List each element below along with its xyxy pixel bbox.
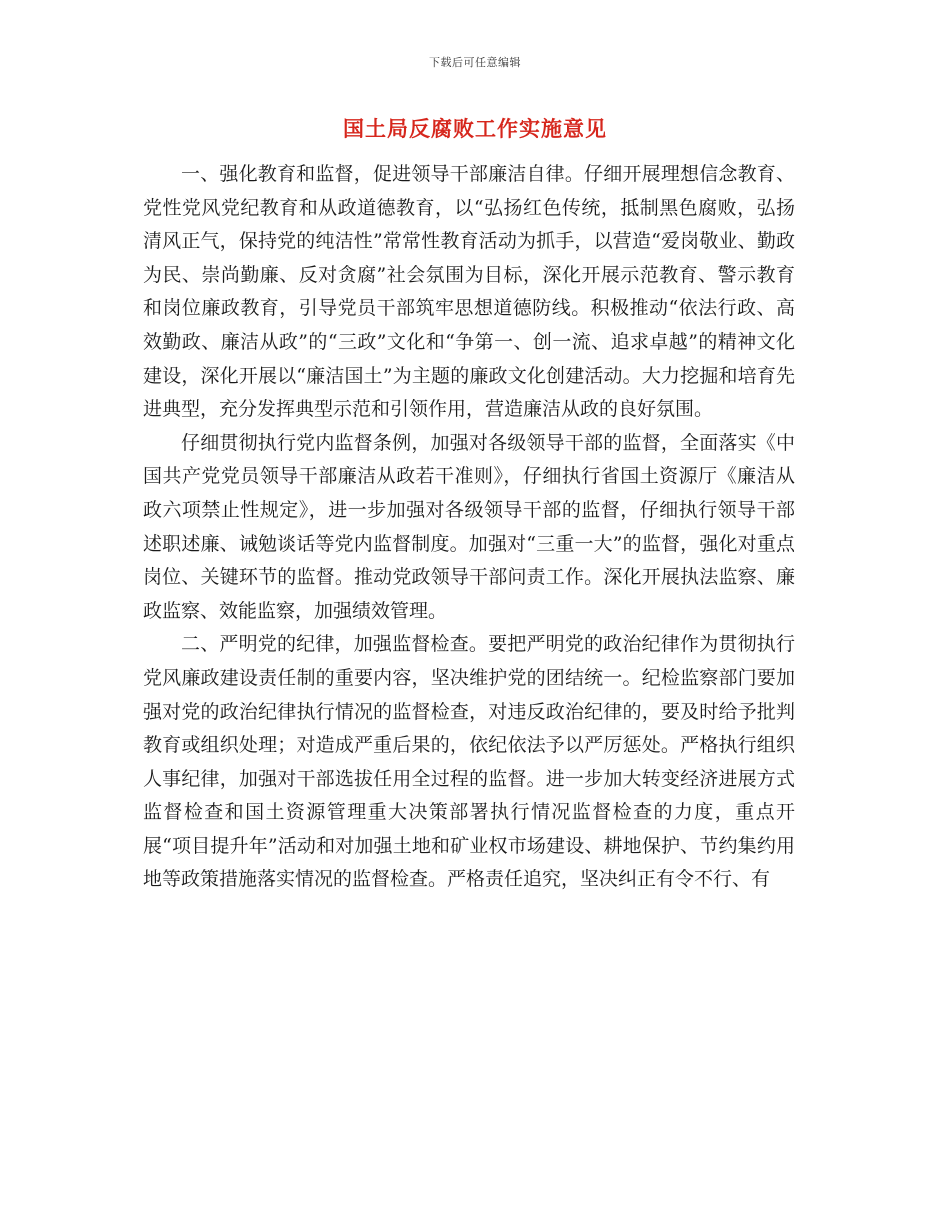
paragraph: 仔细贯彻执行党内监督条例，加强对各级领导干部的监督，全面落实《中国共产党党员领导干部廉洁从政若干准则》，仔细执行省国土资源厅《廉洁从政六项禁止性规定》，进一步加强对各级领导干部的监督，仔细执行领导干部述职述廉、诫勉谈话等党内监督制度。加强对“三重一大”的监督，强化对重点岗位、关键环节的监督。推动党政领导干部问责工作。深化开展执法监察、廉政监察、效能监察，加强绩效管理。 xyxy=(143,431,795,622)
paragraph: 二、严明党的纪律，加强监督检查。要把严明党的政治纪律作为贯彻执行党风廉政建设责任制的重要内容，坚决维护党的团结统一。纪检监察部门要加强对党的政治纪律执行情况的监督检查，对违反政治纪律的，要及时给予批判教育或组织处理；对造成严重后果的，依纪依法予以严厉惩处。严格执行组织人事纪律，加强对干部选拔任用全过程的监督。进一步加大转变经济进展方式监督检查和国土资源管理重大决策部署执行情况监督检查的力度，重点开展“项目提升年”活动和对加强土地和矿业权市场建设、耕地保护、节约集约用地等政策措施落实情况的监督检查。严格责任追究，坚决纠正有令不行、有 xyxy=(143,633,795,891)
document-title: 国土局反腐败工作实施意见 xyxy=(343,116,607,141)
header-note: 下载后可任意编辑 xyxy=(429,56,521,69)
paragraph: 一、强化教育和监督，促进领导干部廉洁自律。仔细开展理想信念教育、党性党风党纪教育和从政道德教育，以“弘扬红色传统，抵制黑色腐败，弘扬清风正气，保持党的纯洁性”常常性教育活动为抓手，以营造“爱岗敬业、勤政为民、崇尚勤廉、反对贪腐”社会氛围为目标，深化开展示范教育、警示教育和岗位廉政教育，引导党员干部筑牢思想道德防线。积极推动“依法行政、高效勤政、廉洁从政”的“三政”文化和“争第一、创一流、追求卓越”的精神文化建设，深化开展以“廉洁国土”为主题的廉政文化创建活动。大力挖掘和培育先进典型，充分发挥典型示范和引领作用，营造廉洁从政的良好氛围。 xyxy=(143,163,795,421)
document-body xyxy=(143,158,795,897)
